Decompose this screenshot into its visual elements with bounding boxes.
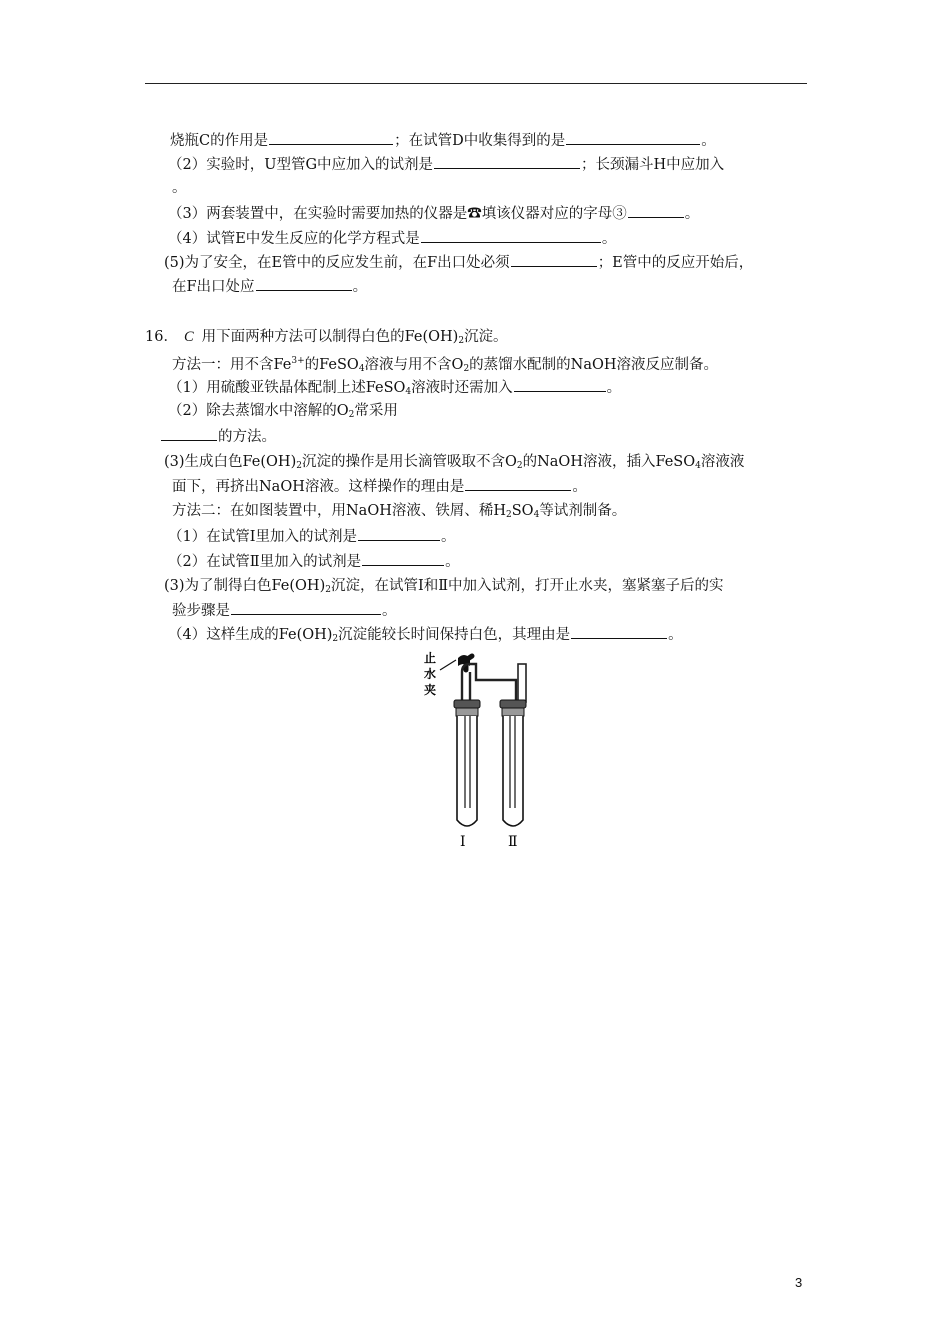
method-2-q1 [168,526,455,547]
text: （2）实验时，U型管G中应加入的试剂是 [168,157,434,173]
answer-blank[interactable] [514,377,606,392]
method-1-q2-cont [160,426,276,447]
text: (5)为了安全，在E管中的反应发生前，在F出口处必须 [164,255,510,271]
subscript: 4 [358,364,365,374]
text: 在F出口处应 [172,279,255,295]
text: (3)生成白色Fe(OH) [164,454,297,470]
method-1-q2 [168,401,398,425]
answer-blank[interactable] [256,276,352,291]
text: 等试剂制备。 [539,503,627,519]
text: 的FeSO [304,357,359,373]
clamp-pointer [440,660,456,670]
text: ；E管中的反应开始后， [597,255,754,271]
text: （1）在试管Ⅰ里加入的试剂是 [168,529,357,545]
text: （4）这样生成的Fe(OH) [168,627,333,643]
q15-line-4 [168,203,699,224]
text: （2）在试管Ⅱ里加入的试剂是 [168,554,362,570]
method-2-intro [172,501,626,525]
text: 。 [382,603,397,619]
text: 溶液液 [700,454,745,470]
text: 面下，再挤出NaOH溶液。这样操作的理由是 [172,479,465,495]
clamp-label-char: 水 [424,667,437,681]
method-2-q4 [168,624,683,649]
subscript: 2 [516,461,523,471]
method-1-q3-cont [172,476,587,497]
text: 。 [352,279,368,295]
text: 。 [606,380,622,396]
subscript: 4 [695,461,701,471]
text: （4）试管E中发生反应的化学方程式是 [168,231,420,247]
clamp-label-char: 夹 [424,683,437,697]
text: 方法二：在如图装置中，用NaOH溶液、铁屑、稀H [172,503,507,519]
text: 。 [445,554,460,570]
text: 方法一：用不含Fe [172,357,292,373]
method-1-q3 [164,452,744,476]
text: 用下面两种方法可以制得白色的Fe(OH) [201,329,459,345]
answer-blank[interactable] [231,600,381,615]
method-1-q1 [168,377,621,402]
answer-blank[interactable] [566,130,700,145]
text: 沉淀能较长时间保持白色，其理由是 [338,627,571,643]
answer-blank[interactable] [571,624,667,639]
text: （1）用硫酸亚铁晶体配制上述FeSO [168,380,406,396]
text: 。 [701,133,716,149]
text: （3）两套装置中，在实验时需要加热的仪器是☎填该仪器对应的字母➂ [168,206,627,222]
answer-blank[interactable] [269,130,393,145]
answer-blank[interactable] [511,252,597,267]
text: 。 [572,479,587,495]
subscript: 2 [348,410,355,420]
text: 。 [684,206,700,222]
test-tube-2 [500,700,526,826]
text: 。 [668,627,683,643]
apparatus-figure [420,648,550,848]
text: 的NaOH溶液，插入FeSO [522,454,696,470]
text: 沉淀，在试管Ⅰ和Ⅱ中加入试剂，打开止水夹，塞紧塞子后的实 [330,578,724,594]
answer-blank[interactable] [628,203,684,218]
test-tube-1 [454,700,480,826]
header-rule [145,83,807,84]
text: （2）除去蒸馏水中溶解的O [168,403,349,419]
method-1-intro [172,351,718,379]
subscript: 4 [533,510,540,520]
subscript: 4 [405,387,412,397]
method-2-q3 [164,576,724,600]
subscript: 2 [458,336,465,346]
text: 溶液时还需加入 [411,380,513,396]
method-2-q3-cont [172,600,397,621]
tube-1-label: Ⅰ [460,834,466,848]
subscript: 2 [463,364,470,374]
subscript: 2 [332,634,339,644]
subscript: 2 [325,585,331,595]
answer-blank[interactable] [362,551,444,566]
text: ；长颈漏斗H中应加入 [581,157,725,173]
text: 验步骤是 [172,603,230,619]
q15-line-1 [170,130,716,151]
q15-line-2 [168,154,724,175]
q15-line-6 [164,252,753,273]
clamp-label-char: 止 [424,651,437,665]
question-number: 16． [145,329,178,345]
text: 溶液与用不含O [364,357,464,373]
text: 常采用 [354,403,398,419]
page-number: 3 [795,1275,803,1290]
text: (3)为了制得白色Fe(OH) [164,578,326,594]
subscript: 2 [506,510,512,520]
difficulty-level: C [183,329,194,345]
text: 的方法。 [218,429,276,445]
text: SO [511,503,534,519]
q16-title [145,327,508,351]
method-2-q2 [168,551,460,572]
text: 。 [440,529,456,545]
tube-2-label: Ⅱ [508,834,518,848]
text: 沉淀的操作是用长滴管吸取不含O [301,454,517,470]
text: 。 [172,180,187,196]
answer-blank[interactable] [421,228,601,243]
text: 的蒸馏水配制的NaOH溶液反应制备。 [469,357,719,373]
answer-blank[interactable] [161,426,217,441]
text: 烧瓶C的作用是 [170,133,269,149]
q15-line-7 [172,276,367,297]
text: 。 [601,231,617,247]
subscript: 2 [296,461,302,471]
open-tube [518,664,526,702]
q15-line-5 [168,228,616,249]
superscript: 3+ [291,356,305,366]
text: ；在试管D中收集得到的是 [394,133,566,149]
answer-blank[interactable] [465,476,571,491]
answer-blank[interactable] [358,526,440,541]
q15-line-3 [172,178,187,198]
text: 沉淀。 [464,329,508,345]
answer-blank[interactable] [434,154,580,169]
